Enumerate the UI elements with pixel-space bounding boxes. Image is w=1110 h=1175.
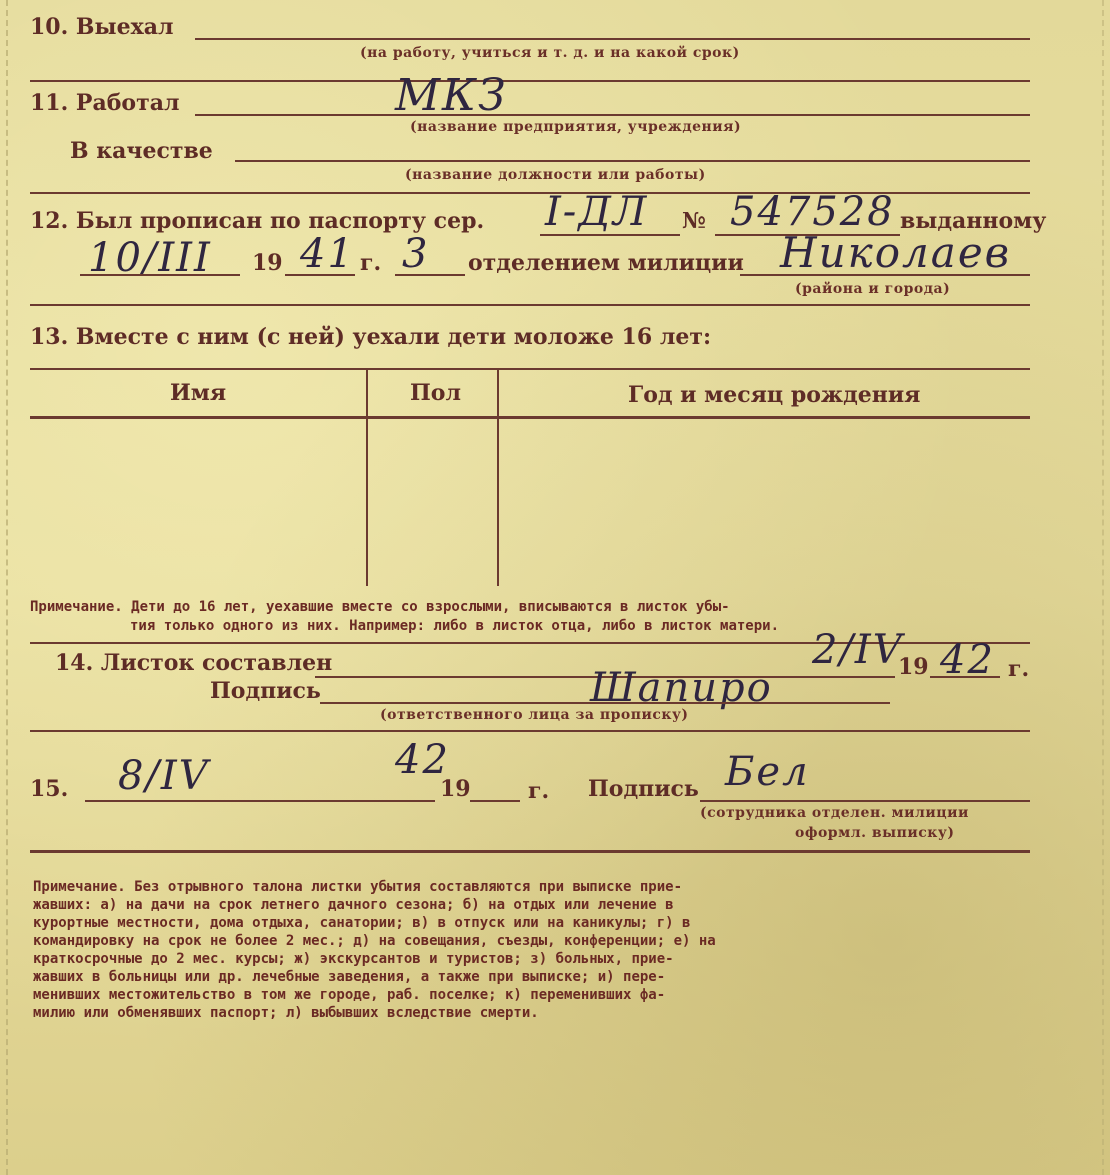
section-14-label: 14. Листок составлен: [55, 650, 333, 676]
note-1-line-2: тия только одного из них. Например: либо в листок отца, либо в листок матери.: [130, 618, 780, 634]
section-11-label: 11. Работал: [30, 90, 180, 116]
checkout-date-handwritten: 8/IV: [118, 753, 210, 799]
section-10-hint: (на работу, учиться и т. д. и на какой срок): [360, 45, 740, 61]
signature-15-hint-1: (сотрудника отделен. милиции: [700, 805, 969, 821]
signature-14-handwritten: Шапиро: [590, 665, 773, 711]
column-sex: Пол: [410, 380, 461, 406]
note-2-line-5: краткосрочные до 2 мес. курсы; ж) экскурсантов и туристов; з) больных, прие-: [33, 951, 674, 967]
position-line: [235, 160, 1030, 162]
note-2-line-2: жавших: а) на дачи на срок летнего дачного сезона; б) на отдых или лечение в: [33, 897, 674, 913]
signature-15-line: [700, 800, 1030, 802]
issue-date-line: [80, 274, 240, 276]
signature-14-line: [320, 702, 890, 704]
note-2-line-6: жавших в больницы или др. лечебные заведения, а также при выписке; и) пере-: [33, 969, 666, 985]
checkout-year-suffix: г.: [528, 778, 550, 804]
note-2-line-7: менивших местожительство в том же городе, раб. поселке; к) переменивших фа-: [33, 987, 666, 1003]
series-line: [540, 234, 680, 236]
table-top-line: [30, 368, 1030, 370]
department-handwritten: 3: [402, 231, 430, 277]
note-1-line-1: Примечание. Дети до 16 лет, уехавшие вместе со взрослыми, вписываются в листок убы-: [30, 599, 730, 615]
section-10-line: [195, 38, 1030, 40]
perforation-right: [1102, 0, 1104, 1175]
issue-year-line: [285, 274, 355, 276]
signature-15-hint-2: оформл. выписку): [795, 825, 955, 841]
table-col-divider-1: [366, 370, 368, 586]
table-header-line: [30, 416, 1030, 419]
composed-year-prefix: 19: [898, 654, 929, 680]
perforation-left: [6, 0, 8, 1175]
section-15-label: 15.: [30, 776, 69, 802]
composed-year-line: [930, 676, 1000, 678]
passport-series-handwritten: I-ДЛ: [545, 189, 649, 235]
position-hint: (название должности или работы): [405, 167, 706, 183]
signature-14-label: Подпись: [210, 678, 321, 704]
department-line: [395, 274, 465, 276]
divider: [30, 80, 1030, 82]
section-12-label: 12. Был прописан по паспорту сер.: [30, 208, 485, 234]
issue-date-handwritten: 10/III: [88, 235, 212, 281]
signature-15-label: Подпись: [588, 776, 699, 802]
column-name: Имя: [170, 380, 227, 406]
checkout-date-line: [85, 800, 435, 802]
section-10-label: 10. Выехал: [30, 14, 174, 40]
signature-15-handwritten: Бел: [725, 749, 810, 795]
composed-year-handwritten: 42: [940, 637, 995, 683]
table-col-divider-2: [497, 370, 499, 586]
divider: [30, 730, 1030, 732]
department-label: отделением милиции: [468, 250, 744, 276]
issue-year-handwritten: 41: [300, 231, 355, 277]
column-birth: Год и месяц рождения: [628, 382, 921, 408]
note-2-line-3: курортные местности, дома отдыха, санатории; в) в отпуск или на каникулы; г) в: [33, 915, 691, 931]
city-hint: (района и города): [795, 281, 951, 297]
note-2-line-4: командировку на срок не более 2 мес.; д) на совещания, съезды, конференции; е) на: [33, 933, 716, 949]
position-label: В качестве: [70, 138, 213, 164]
divider: [30, 850, 1030, 853]
issued-label: выданному: [900, 208, 1047, 234]
number-label: №: [682, 208, 706, 234]
note-2-line-1: Примечание. Без отрывного талона листки убытия составляются при выписке прие-: [33, 879, 683, 895]
divider: [30, 304, 1030, 306]
workplace-handwritten: МКЗ: [395, 70, 508, 121]
composed-date-handwritten: 2/IV: [812, 627, 904, 673]
checkout-year-prefix: 19: [440, 776, 471, 802]
year-prefix: 19: [252, 250, 283, 276]
section-13-label: 13. Вместе с ним (с ней) уехали дети моложе 16 лет:: [30, 324, 712, 350]
city-handwritten: Николаев: [780, 228, 1012, 277]
checkout-year-line: [470, 800, 520, 802]
section-11-line: [195, 114, 1030, 116]
checkout-year-value-handwritten: 42: [395, 737, 450, 783]
city-line: [740, 274, 1030, 276]
section-11-hint: (название предприятия, учреждения): [410, 119, 742, 135]
composed-year-suffix: г.: [1008, 656, 1030, 682]
passport-number-handwritten: 547528: [730, 189, 895, 235]
signature-14-hint: (ответственного лица за прописку): [380, 707, 689, 723]
year-suffix: г.: [360, 250, 382, 276]
note-2-line-8: милию или обменявших паспорт; л) выбывших вследствие смерти.: [33, 1005, 539, 1021]
